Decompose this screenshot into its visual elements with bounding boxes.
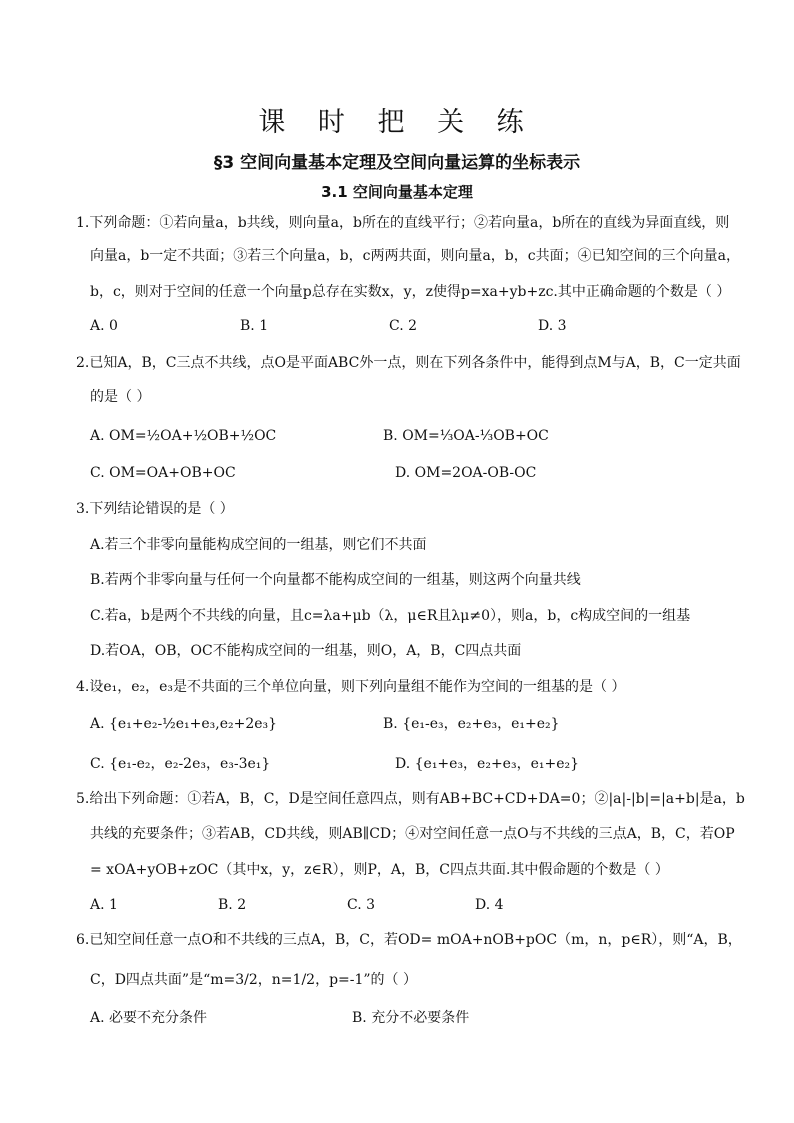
option-d: D. OM=2OA-OB-OC	[395, 465, 537, 481]
chapter-subtitle: §3 空间向量基本定理及空间向量运算的坐标表示	[213, 153, 581, 173]
option-c: C. {e₁-e₂，e₂-2e₃，e₃-3e₁}	[90, 756, 271, 772]
question-text-line: 5.给出下列命题：①若A，B，C，D是空间任意四点，则有AB+BC+CD+DA=0；②|a|-|b|=|a+b|是a，b	[76, 791, 745, 807]
option-b: B. 1	[240, 318, 269, 334]
option-c: C. 3	[347, 897, 376, 913]
question-text-line: 6.已知空间任意一点O和不共线的三点A，B，C，若OD= mOA+nOB+pOC（m，n，p∈R），则“A，B，	[76, 932, 742, 948]
option-a: A. 0	[90, 318, 118, 334]
question-text-line: 向量a，b一定不共面；③若三个向量a，b，c两两共面，则向量a，b，c共面；④已知空间的三个向量a，	[90, 248, 740, 264]
option-a: A.若三个非零向量能构成空间的一组基，则它们不共面	[90, 537, 427, 553]
question-text-line: 3.下列结论错误的是（ ）	[76, 501, 234, 517]
page-title: 课 时 把 关 练	[258, 107, 536, 138]
question-text-line: 2.已知A，B，C三点不共线，点O是平面ABC外一点，则在下列各条件中，能得到点M与A，B，C一定共面	[76, 355, 741, 371]
option-b: B. OM=⅓OA-⅓OB+OC	[383, 428, 549, 444]
question-text-line: b，c，则对于空间的任意一个向量p总存在实数x，y，z使得p=xa+yb+zc.其中正确命题的个数是（ ）	[90, 284, 731, 300]
section-heading: 3.1 空间向量基本定理	[321, 183, 473, 201]
option-a: A. {e₁+e₂-½e₁+e₃,e₂+2e₃}	[90, 716, 278, 732]
question-text-line: 的是（ ）	[90, 389, 151, 405]
question-text-line: = xOA+yOB+zOC（其中x，y，z∈R），则P，A，B，C四点共面.其中假命题的个数是（ ）	[90, 862, 669, 878]
option-d: D. 3	[538, 318, 567, 334]
option-b: B. 充分不必要条件	[352, 1010, 470, 1026]
option-c: C. OM=OA+OB+OC	[90, 465, 236, 481]
option-a: A. 必要不充分条件	[90, 1010, 208, 1026]
option-b: B.若两个非零向量与任何一个向量都不能构成空间的一组基，则这两个向量共线	[90, 572, 581, 588]
option-a: A. OM=½OA+½OB+½OC	[90, 428, 277, 444]
question-text-line: 1.下列命题：①若向量a，b共线，则向量a，b所在的直线平行；②若向量a，b所在的直线为异面直线，则	[76, 215, 730, 231]
option-d: D.若OA，OB，OC不能构成空间的一组基，则O，A，B，C四点共面	[90, 643, 522, 659]
option-d: D. {e₁+e₃，e₂+e₃，e₁+e₂}	[395, 756, 580, 772]
option-c: C.若a，b是两个不共线的向量，且c=λa+μb（λ，μ∈R且λμ≠0），则a，b，c构成空间的一组基	[90, 608, 691, 624]
option-b: B. 2	[218, 897, 247, 913]
question-text-line: 共线的充要条件；③若AB，CD共线，则AB∥CD；④对空间任意一点O与不共线的三点A，B，C，若OP	[90, 826, 735, 842]
question-text-line: 4.设e₁，e₂，e₃是不共面的三个单位向量，则下列向量组不能作为空间的一组基的是（ ）	[76, 679, 626, 695]
option-d: D. 4	[475, 897, 504, 913]
option-a: A. 1	[90, 897, 118, 913]
question-text-line: C，D四点共面”是“m=3/2，n=1/2，p=-1”的（ ）	[90, 972, 418, 988]
option-c: C. 2	[389, 318, 418, 334]
option-b: B. {e₁-e₃，e₂+e₃，e₁+e₂}	[383, 716, 560, 732]
